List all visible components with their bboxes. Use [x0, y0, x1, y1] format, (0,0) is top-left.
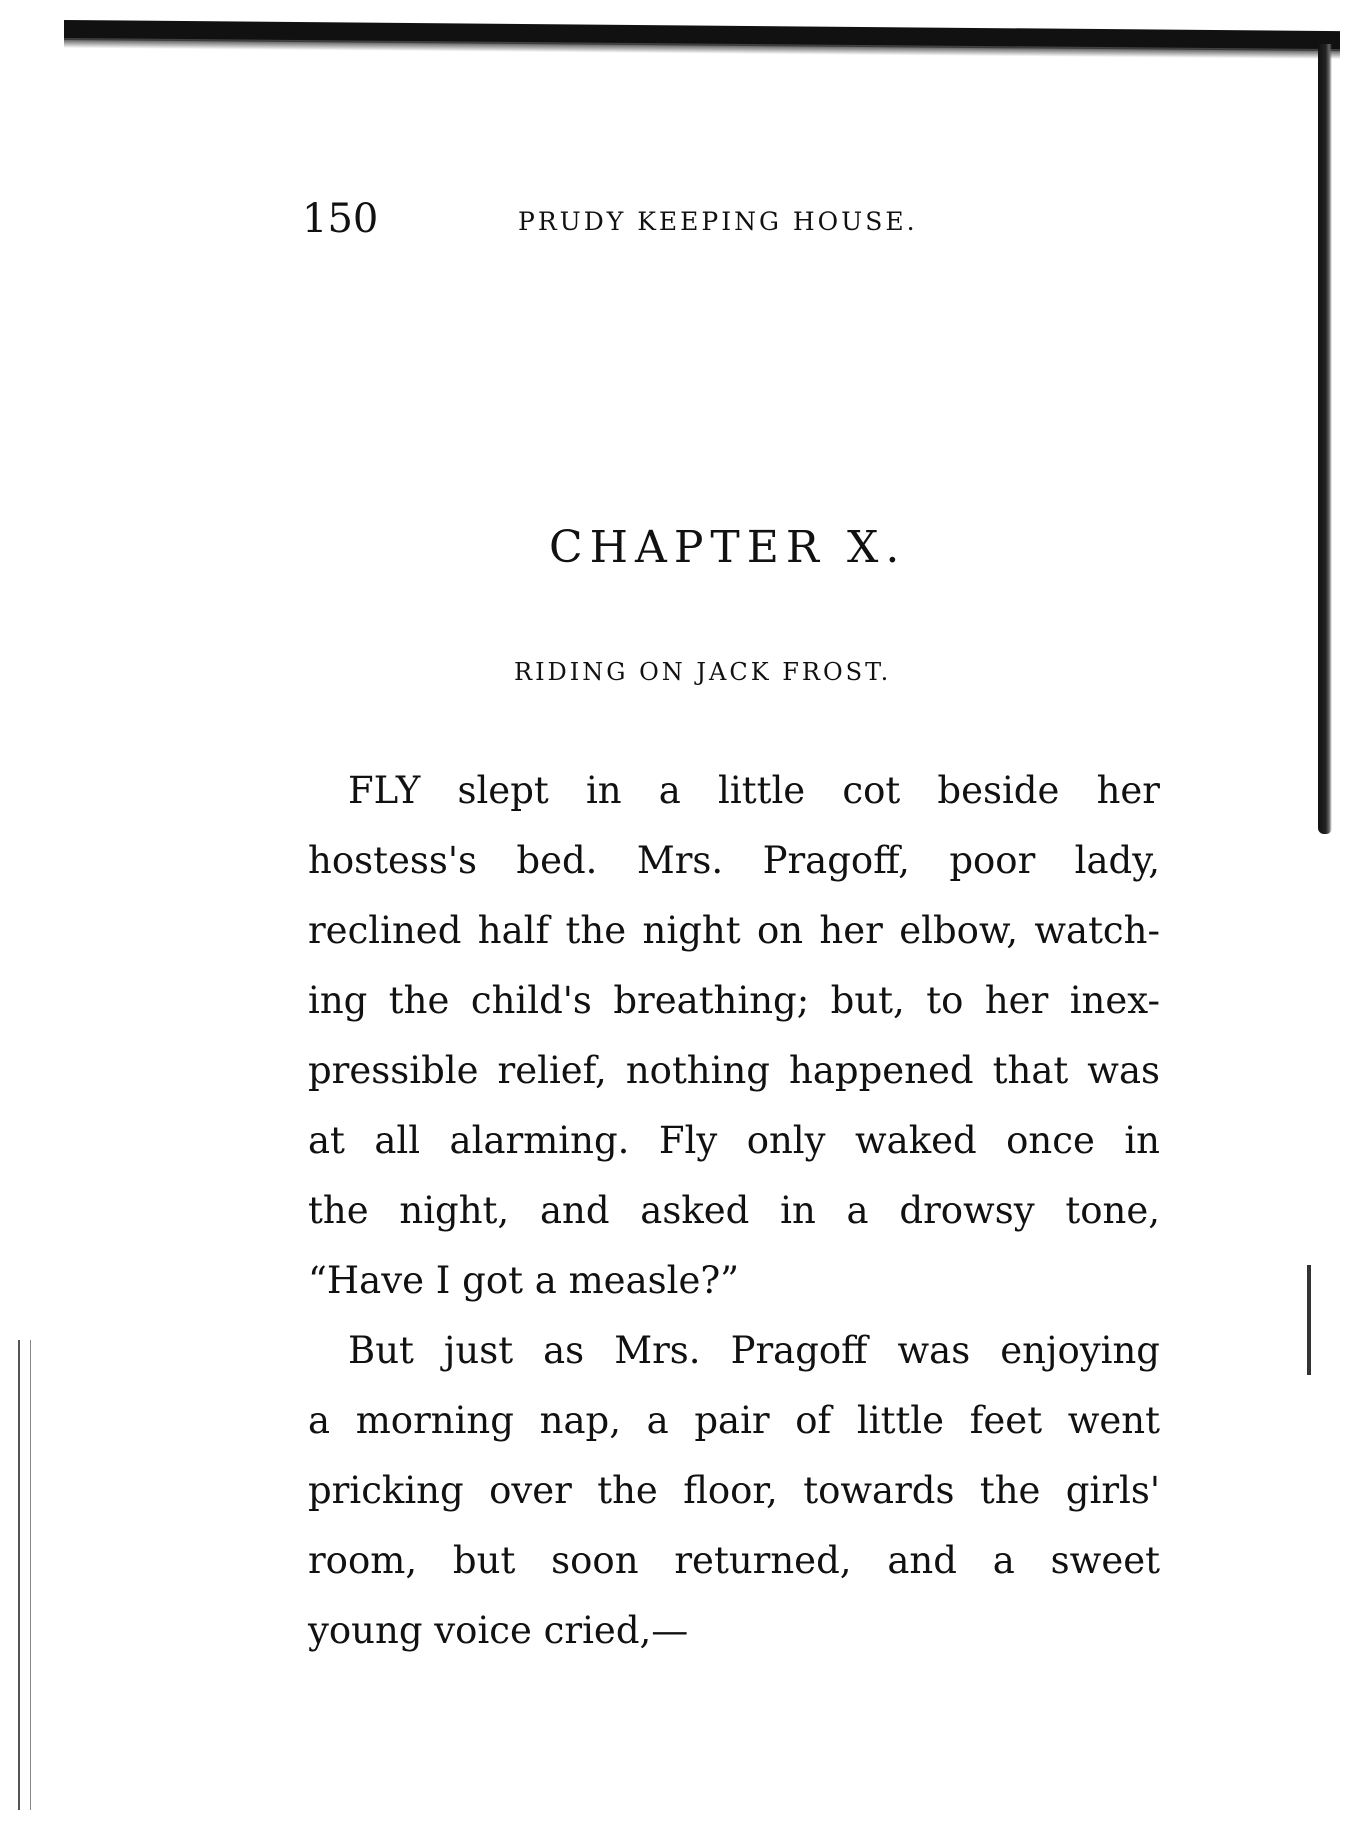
chapter-subtitle: RIDING ON JACK FROST.: [514, 658, 892, 686]
scan-edge-top: [64, 20, 1340, 51]
text-line: FLY slept in a little cot beside her: [348, 769, 1160, 812]
text-line: pressible relief, nothing happened that was: [308, 1049, 1160, 1092]
text-line: reclined half the night on her elbow, watch-: [308, 909, 1160, 952]
page-header: [302, 194, 1002, 254]
text-line: “Have I got a measle?”: [308, 1259, 740, 1302]
text-line: the night, and asked in a drowsy tone,: [308, 1189, 1160, 1232]
scan-edge-right: [1318, 44, 1332, 834]
page-number: 150: [302, 196, 379, 242]
text-line: hostess's bed. Mrs. Pragoff, poor lady,: [308, 839, 1160, 882]
text-line: ing the child's breathing; but, to her inex-: [308, 979, 1160, 1022]
text-line: room, but soon returned, and a sweet: [308, 1539, 1160, 1582]
text-line: at all alarming. Fly only waked once in: [308, 1119, 1160, 1162]
text-line: a morning nap, a pair of little feet went: [308, 1399, 1160, 1442]
running-title: PRUDY KEEPING HOUSE.: [518, 207, 918, 236]
text-line: pricking over the floor, towards the girls': [308, 1469, 1160, 1512]
chapter-title: CHAPTER X.: [549, 522, 907, 573]
text-line: young voice cried,—: [308, 1609, 689, 1652]
scan-edge-left: [18, 1340, 31, 1810]
scan-mark-right: [1307, 1265, 1311, 1375]
text-line: But just as Mrs. Pragoff was enjoying: [348, 1329, 1160, 1372]
body-text: [308, 756, 1160, 1666]
